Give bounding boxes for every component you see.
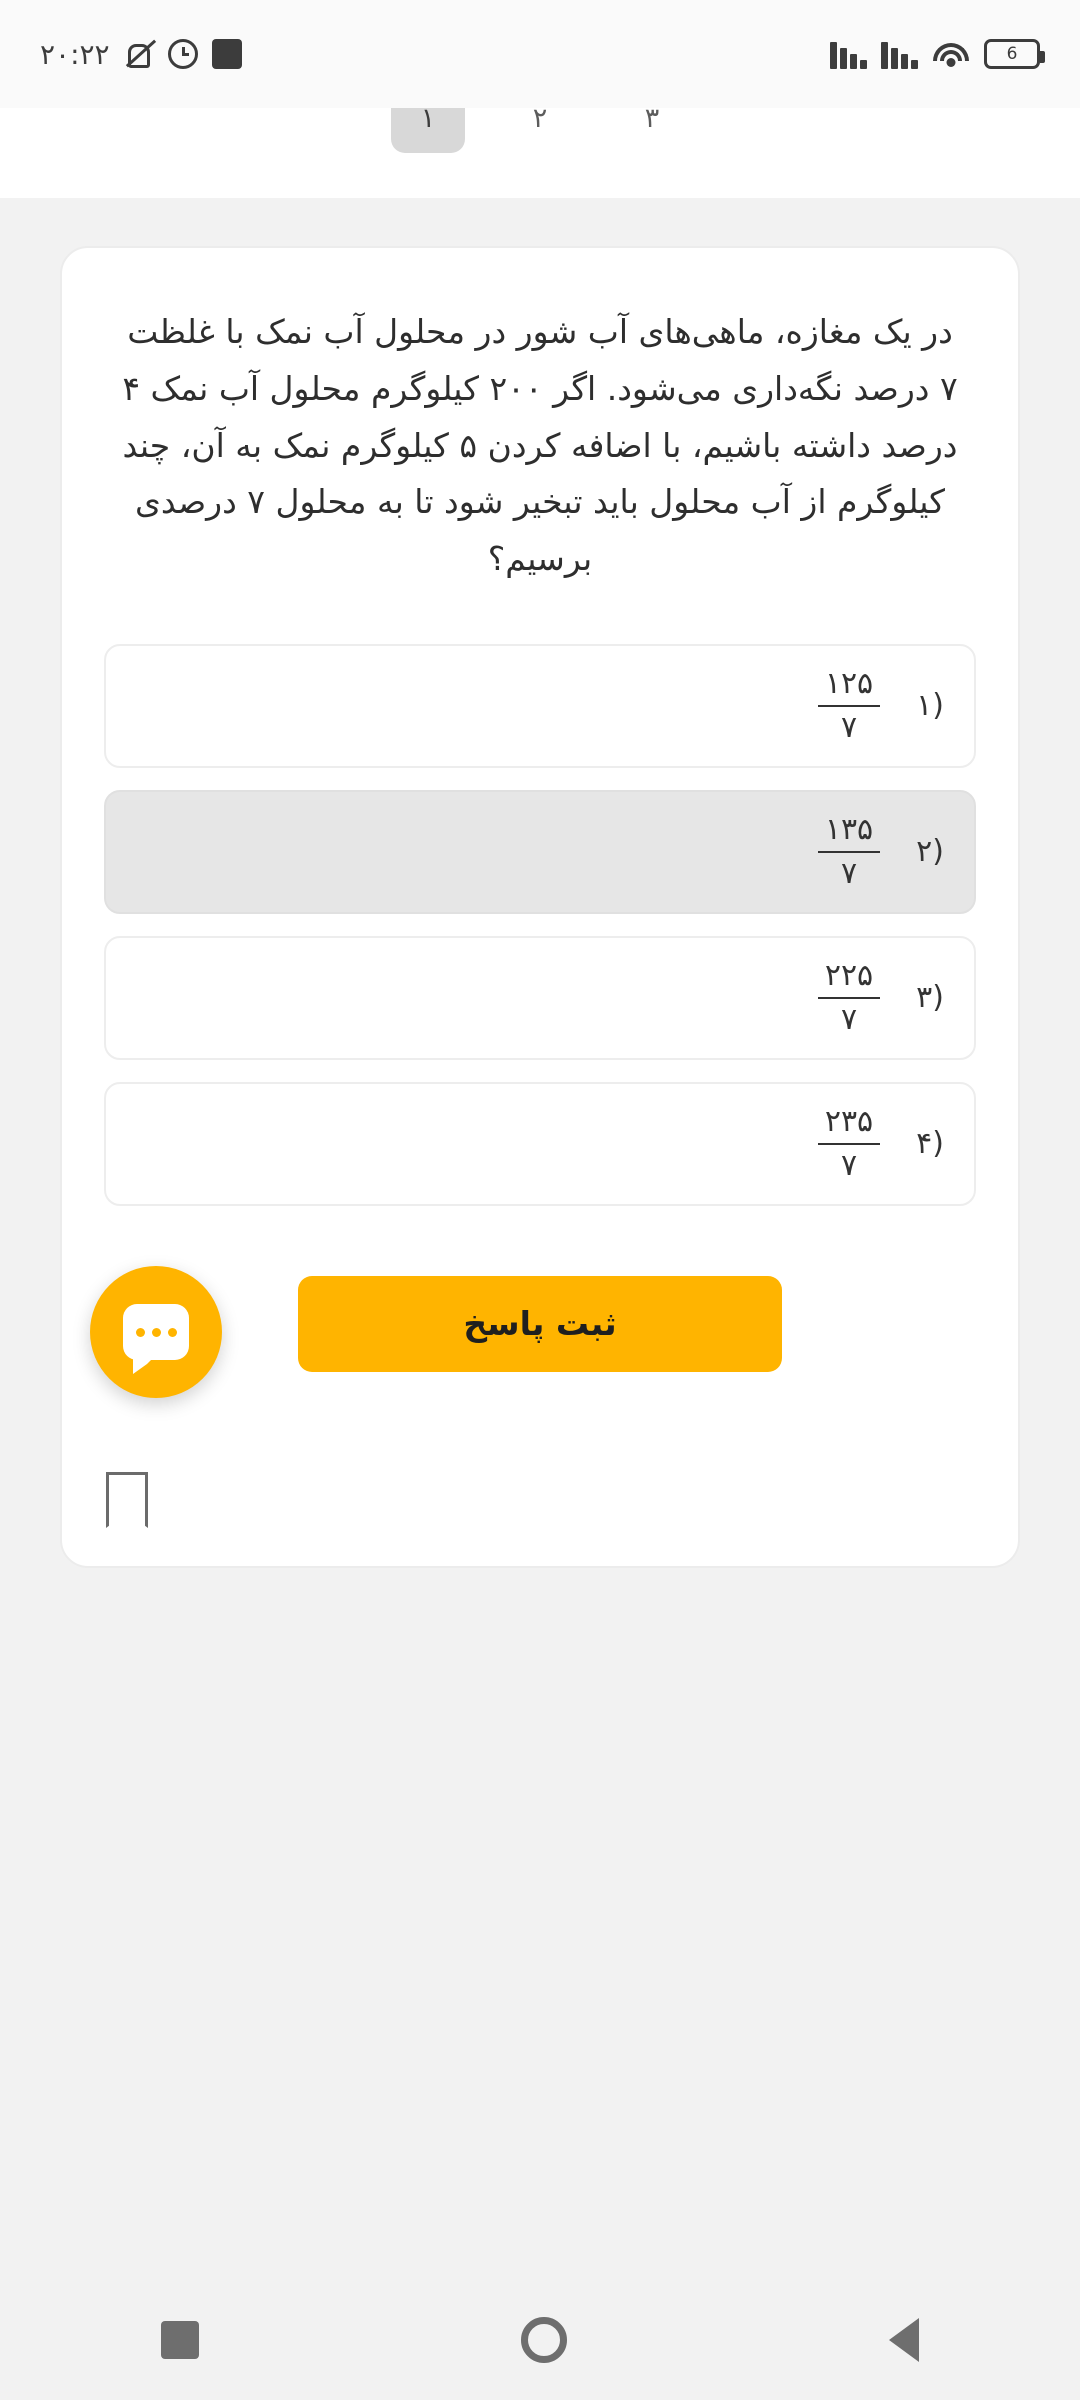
option-1-number: (۱ bbox=[916, 688, 944, 724]
options-list bbox=[104, 644, 976, 1206]
tab-question-2[interactable]: ۲ bbox=[532, 108, 548, 134]
status-bar-left bbox=[830, 39, 1040, 69]
option-2-row bbox=[818, 811, 944, 892]
tab-question-1[interactable]: ۱ bbox=[391, 108, 465, 153]
bookmark-icon[interactable] bbox=[106, 1472, 148, 1528]
content-area bbox=[0, 198, 1080, 2280]
option-2-number: (۲ bbox=[916, 834, 944, 870]
option-2-fraction bbox=[818, 811, 880, 892]
signal-bars-icon-1 bbox=[881, 39, 918, 69]
option-1-row bbox=[818, 665, 944, 746]
recents-square-icon[interactable] bbox=[161, 2321, 199, 2359]
chat-bubble-fab[interactable] bbox=[90, 1266, 222, 1398]
option-1-numerator: ۱۲۵ bbox=[824, 666, 874, 702]
alarm-icon bbox=[168, 39, 198, 69]
option-4[interactable] bbox=[104, 1082, 976, 1206]
submit-area bbox=[104, 1276, 976, 1372]
option-4-denominator: ۷ bbox=[840, 1147, 858, 1183]
option-1-fraction bbox=[818, 665, 880, 746]
option-3-row bbox=[818, 957, 944, 1038]
status-bar bbox=[0, 0, 1080, 108]
status-bar-right bbox=[40, 38, 242, 71]
option-3-numerator: ۲۲۵ bbox=[824, 958, 874, 994]
tab-question-3[interactable]: ۳ bbox=[644, 108, 660, 134]
signal-bars-icon-2 bbox=[830, 39, 867, 69]
mute-icon bbox=[124, 39, 154, 69]
option-2-denominator: ۷ bbox=[840, 855, 858, 891]
question-card bbox=[60, 246, 1020, 1568]
option-4-fraction bbox=[818, 1103, 880, 1184]
battery-icon bbox=[984, 39, 1040, 69]
option-4-number: (۴ bbox=[916, 1126, 944, 1162]
wifi-icon bbox=[932, 39, 970, 69]
question-tabstrip[interactable] bbox=[0, 108, 1080, 198]
question-text: در یک مغازه، ماهی‌های آب شور در محلول آب نمک با غلظت ۷ درصد نگه‌داری می‌شود. اگر ۲۰۰ کیلوگرم محلول آب نمک ۴ درصد داشته باشیم، با اضافه کردن ۵ کیلوگرم نمک به آن، چند کیلوگرم از آب محلول باید تبخیر شود تا به محلول ۷ درصدی برسیم؟ bbox=[122, 312, 958, 578]
submit-answer-button[interactable]: ثبت پاسخ bbox=[298, 1276, 782, 1372]
question-tabstrip-inner bbox=[0, 108, 1080, 162]
option-3-number: (۳ bbox=[916, 980, 944, 1016]
option-2[interactable] bbox=[104, 790, 976, 914]
option-1[interactable] bbox=[104, 644, 976, 768]
clock-label: ۲۰:۲۲ bbox=[40, 37, 110, 71]
option-3-denominator: ۷ bbox=[840, 1001, 858, 1037]
option-4-row bbox=[818, 1103, 944, 1184]
option-3-fraction bbox=[818, 957, 880, 1038]
option-4-numerator: ۲۳۵ bbox=[824, 1104, 874, 1140]
home-circle-icon[interactable] bbox=[521, 2317, 567, 2363]
back-triangle-icon[interactable] bbox=[889, 2318, 919, 2362]
chat-bubble-icon bbox=[123, 1304, 189, 1360]
battery-level-label: 6 bbox=[1006, 43, 1018, 64]
option-2-numerator: ۱۳۵ bbox=[824, 812, 874, 848]
square-icon bbox=[212, 39, 242, 69]
option-3[interactable] bbox=[104, 936, 976, 1060]
system-navbar bbox=[0, 2280, 1080, 2400]
option-1-denominator: ۷ bbox=[840, 709, 858, 745]
